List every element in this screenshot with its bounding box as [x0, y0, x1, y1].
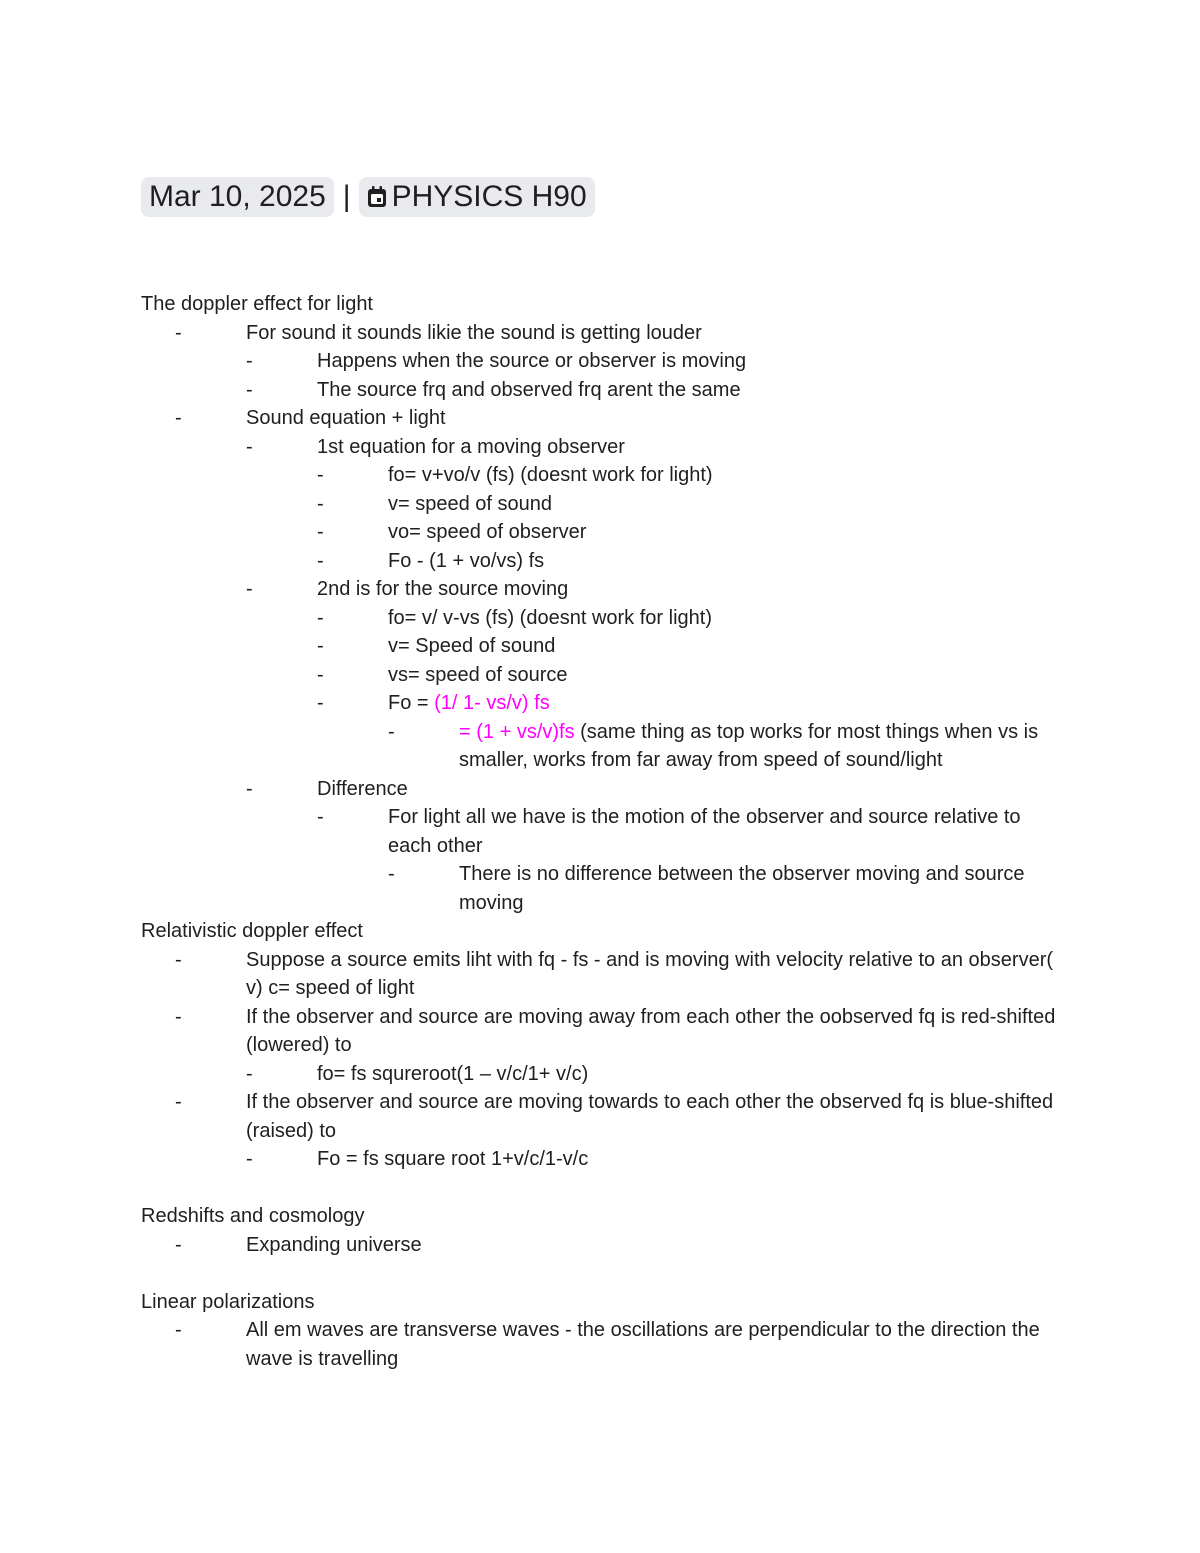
formula-prefix: Fo = [388, 692, 435, 714]
list-dash: - [317, 492, 324, 515]
list-dash: - [246, 350, 253, 372]
list-item: - Difference [141, 775, 1061, 804]
note-header [141, 176, 595, 218]
list-item: - 2nd is for the source moving [141, 575, 1061, 604]
list-dash: - [175, 1319, 182, 1341]
list-dash: - [246, 378, 253, 401]
list-item: - fo= v/ v-vs (fs) (doesnt work for light) [141, 604, 1061, 633]
list-dash: - [175, 321, 182, 344]
list-dash: - [175, 948, 182, 971]
formula-highlight: = (1 + vs/v)fs [459, 720, 575, 743]
formula-highlight: (1/ 1- vs/v) fs [434, 692, 550, 714]
list-item: - Fo = fs square root 1+v/c/1-v/c [141, 1145, 1061, 1174]
list-dash: - [175, 407, 182, 429]
list-item: - 1st equation for a moving observer [141, 433, 1061, 462]
list-dash: - [317, 606, 324, 629]
section-heading-redshift: Redshifts and cosmology [141, 1205, 365, 1227]
list-item: - Fo - (1 + vo/vs) fs [141, 547, 1061, 576]
list-item [141, 718, 1061, 775]
section-heading-polarization: Linear polarizations [141, 1290, 315, 1313]
list-dash: - [246, 1062, 253, 1085]
list-dash: - [388, 863, 395, 885]
header-separator: | [342, 180, 351, 213]
list-item [141, 689, 1061, 718]
list-item: - For sound it sounds likie the sound is getting louder [141, 319, 1061, 348]
formula-note: (same thing as top works for most things when vs is smaller, works from far away from speed of sound/light [459, 720, 1039, 771]
list-dash: - [317, 806, 324, 828]
date-text: Mar 10, 2025 [149, 180, 326, 213]
list-item: - All em waves are transverse waves - the oscillations are perpendicular to the direction the wave is travelling [141, 1316, 1061, 1373]
list-item: - The source frq and observed frq arent the same [141, 376, 1061, 405]
list-dash: - [246, 1148, 253, 1170]
notes-body [141, 290, 1061, 1373]
list-dash: - [388, 720, 395, 743]
list-item: - If the observer and source are moving away from each other the oobserved fq is red-shifted (lowered) to [141, 1003, 1061, 1060]
list-dash: - [246, 578, 253, 600]
list-item: - vo= speed of observer [141, 518, 1061, 547]
list-dash: - [246, 435, 253, 458]
blank-line [141, 1259, 1061, 1288]
list-dash: - [317, 549, 324, 572]
blank-line [141, 1174, 1061, 1203]
list-item: - vs= speed of source [141, 661, 1061, 690]
list-item: - fo= fs squreroot(1 – v/c/1+ v/c) [141, 1060, 1061, 1089]
list-item: - fo= v+vo/v (fs) (doesnt work for light) [141, 461, 1061, 490]
list-dash: - [317, 635, 324, 657]
list-item: - Sound equation + light [141, 404, 1061, 433]
list-item: - v= speed of sound [141, 490, 1061, 519]
list-item: - Suppose a source emits liht with fq - fs - and is moving with velocity relative to an observer( v) c= speed of light [141, 946, 1061, 1003]
section-heading-doppler: The doppler effect for light [141, 293, 373, 315]
list-item: - If the observer and source are moving towards to each other the observed fq is blue-shifted (raised) to [141, 1088, 1061, 1145]
list-dash: - [246, 777, 253, 800]
list-item: - Expanding universe [141, 1231, 1061, 1260]
list-dash: - [317, 521, 324, 543]
list-item: - There is no difference between the observer moving and source moving [141, 860, 1061, 917]
date-chip[interactable] [141, 177, 334, 217]
calendar-icon [367, 186, 387, 208]
list-dash: - [317, 692, 324, 714]
section-heading-relativistic: Relativistic doppler effect [141, 920, 363, 942]
event-text: PHYSICS H90 [391, 180, 587, 213]
list-item: - v= Speed of sound [141, 632, 1061, 661]
list-item: - For light all we have is the motion of the observer and source relative to each other [141, 803, 1061, 860]
event-chip[interactable] [359, 177, 595, 217]
list-dash: - [317, 464, 324, 486]
list-dash: - [175, 1005, 182, 1028]
list-item: - Happens when the source or observer is moving [141, 347, 1061, 376]
list-dash: - [175, 1233, 182, 1256]
list-dash: - [175, 1091, 182, 1113]
list-dash: - [317, 663, 324, 686]
